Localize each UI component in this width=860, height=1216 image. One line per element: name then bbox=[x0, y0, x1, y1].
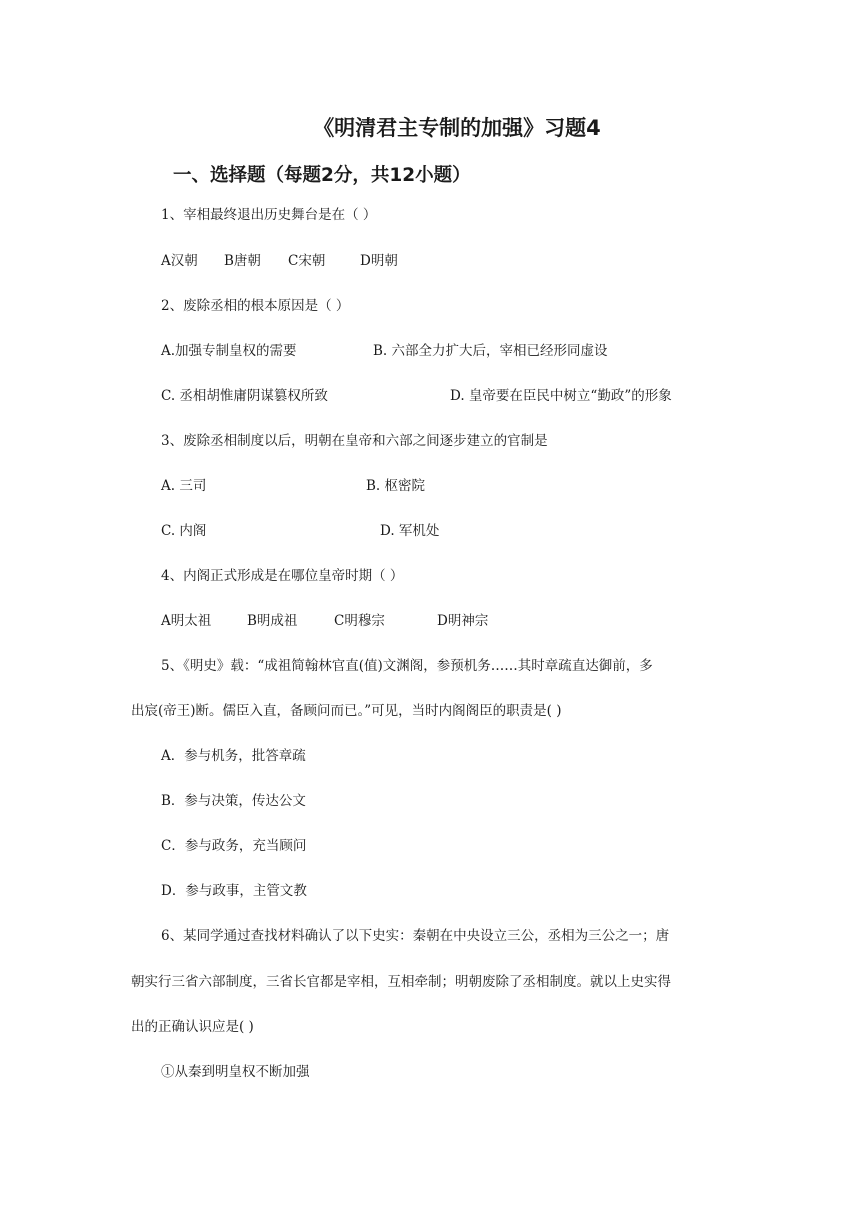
q2-option-a: A.加强专制皇权的需要 bbox=[161, 343, 297, 359]
question-3-stem: 3、废除丞相制度以后，明朝在皇帝和六部之间逐步建立的官制是 bbox=[161, 433, 548, 449]
question-2-stem: 2、废除丞相的根本原因是（ ） bbox=[161, 298, 350, 314]
q3-option-c: C. 内阁 bbox=[161, 523, 207, 539]
question-6-stem-line2: 朝实行三省六部制度，三省长官都是宰相，互相牵制；明朝废除了丞相制度。就以上史实得 bbox=[131, 974, 671, 990]
question-1-stem: 1、宰相最终退出历史舞台是在（ ） bbox=[161, 207, 377, 223]
document-title: 《明清君主专制的加强》习题4 bbox=[313, 116, 601, 140]
q1-option-a: A汉朝 bbox=[161, 253, 198, 269]
q3-option-b: B. 枢密院 bbox=[366, 478, 426, 494]
q5-option-a: A．参与机务，批答章疏 bbox=[161, 748, 306, 764]
question-5-stem-line2: 出宸(帝王)断。儒臣入直，备顾问而已。”可见，当时内阁阁臣的职责是( ) bbox=[131, 703, 562, 719]
q4-option-b: B明成祖 bbox=[247, 613, 298, 629]
q4-option-c: C明穆宗 bbox=[334, 613, 385, 629]
q2-option-b: B. 六部全力扩大后，宰相已经形同虚设 bbox=[373, 343, 608, 359]
q2-option-d: D. 皇帝要在臣民中树立“勤政”的形象 bbox=[450, 388, 672, 404]
q5-option-d: D．参与政事，主管文教 bbox=[161, 883, 307, 899]
q5-option-b: B．参与决策，传达公文 bbox=[161, 793, 306, 809]
question-5-stem-line1: 5、《明史》载：“成祖简翰林官直(值)文渊阁，参预机务……其时章疏直达御前，多 bbox=[161, 658, 653, 674]
q6-item-1: ①从秦到明皇权不断加强 bbox=[161, 1064, 310, 1080]
q2-option-c: C. 丞相胡惟庸阴谋篡权所致 bbox=[161, 388, 328, 404]
question-4-stem: 4、内阁正式形成是在哪位皇帝时期（ ） bbox=[161, 568, 404, 584]
section-heading: 一、选择题（每题2分，共12小题） bbox=[173, 165, 471, 186]
q5-option-c: C．参与政务，充当顾问 bbox=[161, 838, 307, 854]
q1-option-b: B唐朝 bbox=[224, 253, 261, 269]
q3-option-a: A. 三司 bbox=[161, 478, 207, 494]
question-6-stem-line1: 6、某同学通过查找材料确认了以下史实：秦朝在中央设立三公，丞相为三公之一；唐 bbox=[161, 928, 670, 944]
q4-option-d: D明神宗 bbox=[437, 613, 489, 629]
question-6-stem-line3: 出的正确认识应是( ) bbox=[131, 1019, 254, 1035]
q1-option-d: D明朝 bbox=[360, 253, 398, 269]
q4-option-a: A明太祖 bbox=[161, 613, 212, 629]
q3-option-d: D. 军机处 bbox=[380, 523, 440, 539]
q1-option-c: C宋朝 bbox=[288, 253, 326, 269]
